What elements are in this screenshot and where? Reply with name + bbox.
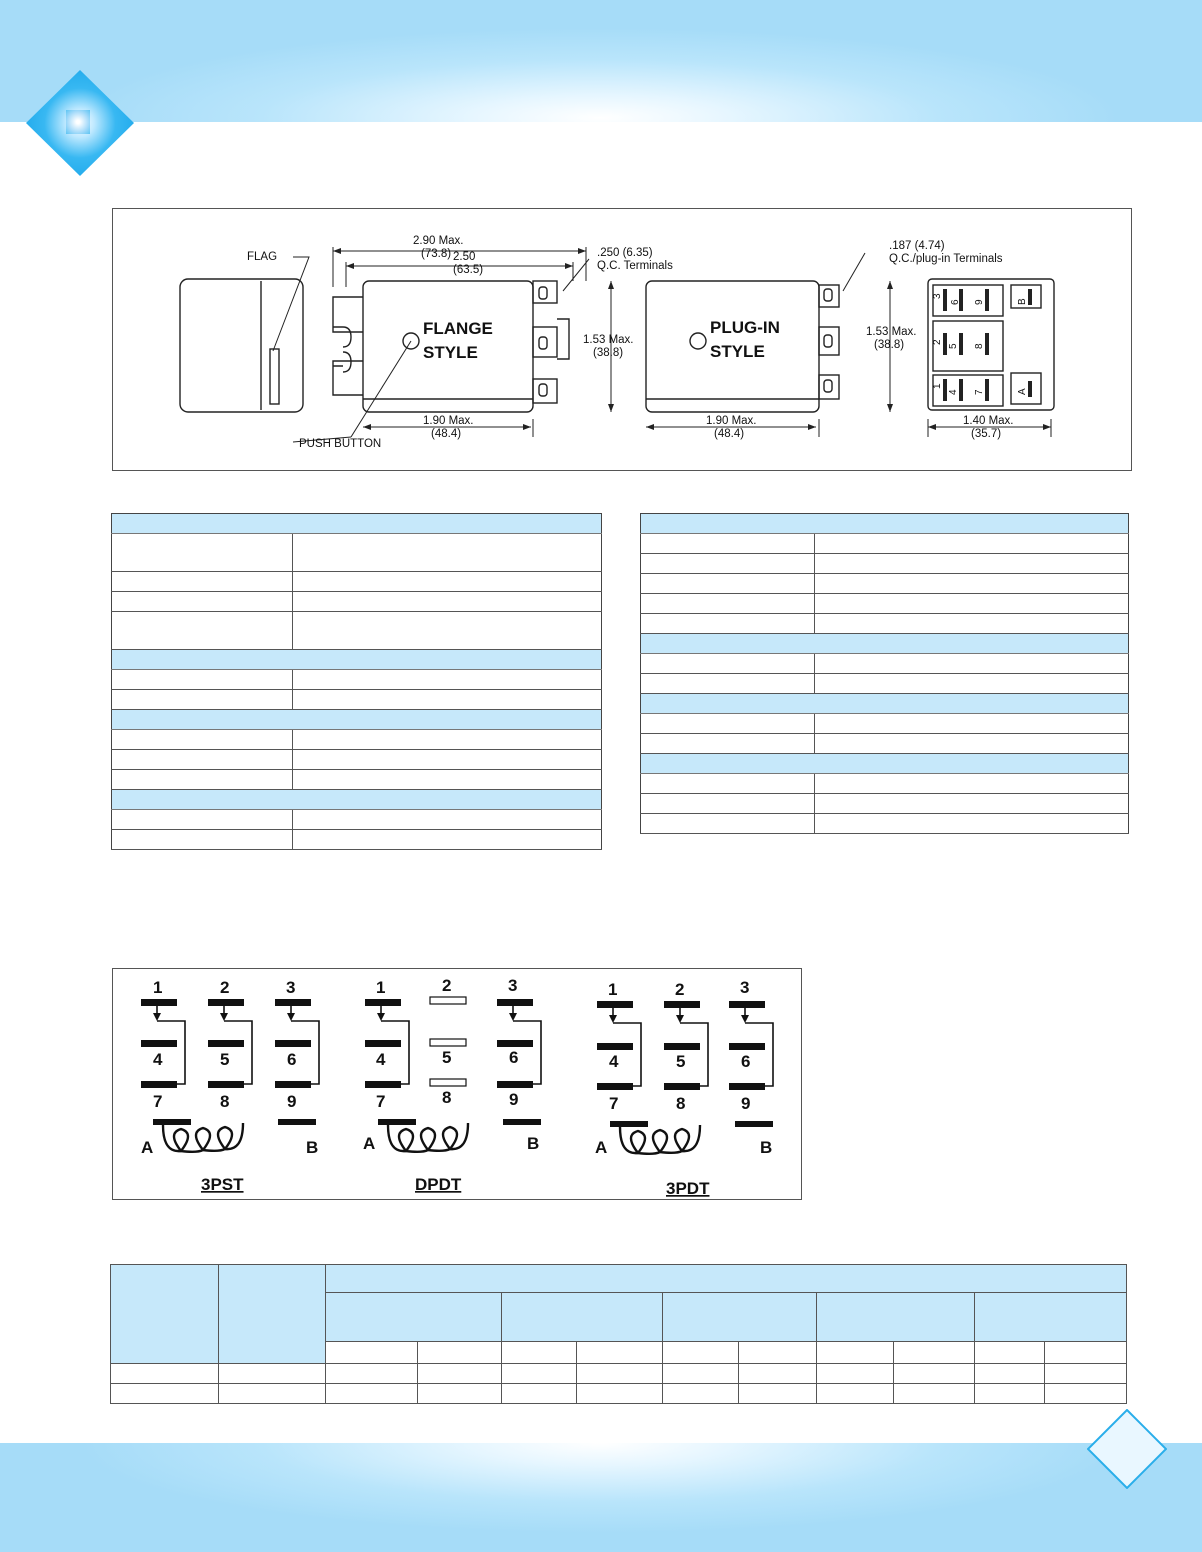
plugin-body-dim: 1.90 Max. <box>706 415 757 427</box>
diagram-3pst <box>141 999 319 1152</box>
table-row <box>112 534 602 572</box>
table-row <box>111 1363 1127 1383</box>
table-section-header <box>112 790 602 810</box>
diagram-title-3pdt: 3PDT <box>666 1179 710 1198</box>
pin-3pdt-9: 9 <box>741 1094 751 1113</box>
pin-3pdt-1: 1 <box>608 980 618 999</box>
table-row <box>641 734 1129 754</box>
end-pin-A: A <box>1017 388 1028 395</box>
qc-plugin-label: Q.C./plug-in Terminals <box>889 253 1003 265</box>
pin-3pdt-8: 8 <box>676 1094 686 1113</box>
end-pin-8: 8 <box>974 343 985 349</box>
table-row <box>641 614 1129 634</box>
pin-3pdt-6: 6 <box>741 1052 751 1071</box>
table-row <box>112 750 602 770</box>
table-row <box>112 810 602 830</box>
right-spec-table <box>640 513 1129 834</box>
footer-band <box>0 1443 1202 1552</box>
end-pin-6: 6 <box>950 299 961 305</box>
pin-dpdt-6: 6 <box>509 1048 519 1067</box>
table-row <box>112 830 602 850</box>
table-row <box>112 730 602 750</box>
end-pin-1: 1 <box>932 383 943 389</box>
pin-3pst-7: 7 <box>153 1092 163 1111</box>
table-row <box>111 1383 1127 1403</box>
pin-dpdt-4: 4 <box>376 1050 386 1069</box>
end-pin-B: B <box>1017 298 1028 305</box>
table-section-header <box>641 514 1129 534</box>
pin-3pst-8: 8 <box>220 1092 230 1111</box>
front-view-body <box>180 279 303 412</box>
plugin-height-metric: (38.8) <box>874 339 905 351</box>
pin-3pst-5: 5 <box>220 1050 230 1069</box>
wiring-diagrams-frame <box>112 968 802 1200</box>
pin-dpdt-3: 3 <box>508 976 518 995</box>
end-width-metric: (35.7) <box>971 428 1002 440</box>
pin-3pdt-7: 7 <box>609 1094 619 1113</box>
wiring-diagrams <box>113 969 801 1199</box>
pin-dpdt-7: 7 <box>376 1092 386 1111</box>
coil-3pdt-B: B <box>760 1138 773 1157</box>
ratings-grid-table <box>110 1264 1127 1404</box>
pin-dpdt-2: 2 <box>442 976 452 995</box>
table-row <box>641 594 1129 614</box>
table-row <box>641 574 1129 594</box>
coil-3pdt-A: A <box>595 1138 608 1157</box>
table-row <box>641 714 1129 734</box>
flange-style-line2: STYLE <box>423 343 478 362</box>
plugin-height-dim: 1.53 Max. <box>866 326 917 338</box>
end-pin-9: 9 <box>974 299 985 305</box>
end-pin-3: 3 <box>932 293 943 299</box>
table-row <box>112 690 602 710</box>
left-spec-table <box>111 513 602 850</box>
pin-dpdt-8: 8 <box>442 1088 452 1107</box>
diagram-title-3pst: 3PST <box>201 1175 244 1194</box>
dimensions-drawing-frame <box>112 208 1132 471</box>
table-row <box>641 554 1129 574</box>
coil-dpdt-A: A <box>363 1134 376 1153</box>
table-section-header <box>641 634 1129 654</box>
table-row <box>641 534 1129 554</box>
pin-3pst-3: 3 <box>286 978 296 997</box>
coil-3pst-A: A <box>141 1138 154 1157</box>
flag-label: FLAG <box>247 251 278 263</box>
plugin-style-line2: STYLE <box>710 342 765 361</box>
page-number-diamond-icon <box>1087 1409 1167 1489</box>
pin-dpdt-5: 5 <box>442 1048 452 1067</box>
pin-3pdt-2: 2 <box>675 980 685 999</box>
pin-dpdt-1: 1 <box>376 978 386 997</box>
coil-3pst-B: B <box>306 1138 319 1157</box>
header-cell <box>219 1265 326 1364</box>
header-band <box>0 0 1202 122</box>
end-width-dim: 1.40 Max. <box>963 415 1014 427</box>
pin-3pdt-5: 5 <box>676 1052 686 1071</box>
plugin-style-line1: PLUG-IN <box>710 318 780 337</box>
diagram-3pdt <box>597 1001 773 1154</box>
flag-window <box>270 349 279 404</box>
overall-length-dim: 2.90 Max. <box>413 235 464 247</box>
plugin-body-metric: (48.4) <box>714 428 745 440</box>
table-row <box>641 654 1129 674</box>
flange-height-dim: 1.53 Max. <box>583 334 634 346</box>
table-section-header <box>641 754 1129 774</box>
qc-terminal-size: .250 (6.35) <box>597 247 653 259</box>
flange-body-dim: 1.90 Max. <box>423 415 474 427</box>
table-section-header <box>112 650 602 670</box>
pin-3pst-2: 2 <box>220 978 230 997</box>
table-section-header <box>112 514 602 534</box>
table-row <box>641 774 1129 794</box>
header-cell <box>326 1265 1127 1293</box>
table-row <box>112 612 602 650</box>
pin-3pdt-4: 4 <box>609 1052 619 1071</box>
flange-body-metric: (48.4) <box>431 428 462 440</box>
push-button-label: PUSH BUTTON <box>299 438 382 450</box>
end-pin-2: 2 <box>932 339 943 345</box>
pin-dpdt-9: 9 <box>509 1090 519 1109</box>
table-row <box>112 592 602 612</box>
diagram-title-dpdt: DPDT <box>415 1175 462 1194</box>
pin-3pst-1: 1 <box>153 978 163 997</box>
end-pin-7: 7 <box>974 389 985 395</box>
table-row <box>112 572 602 592</box>
table-row <box>641 794 1129 814</box>
pin-3pst-4: 4 <box>153 1050 163 1069</box>
flange-height-metric: (38.8) <box>593 347 624 359</box>
overall-length-metric: (73.8) <box>421 248 452 260</box>
coil-dpdt-B: B <box>527 1134 540 1153</box>
qc-plugin-size: .187 (4.74) <box>889 240 945 252</box>
diagram-dpdt <box>365 997 541 1152</box>
table-header-row <box>111 1265 1127 1293</box>
end-pin-4: 4 <box>948 389 959 395</box>
end-pin-5: 5 <box>948 343 959 349</box>
qc-terminal-label: Q.C. Terminals <box>597 260 673 272</box>
table-row <box>641 674 1129 694</box>
table-row <box>112 770 602 790</box>
mount-spacing-dim: 2.50 <box>453 251 476 263</box>
relay-dimensions-drawing <box>113 209 1131 470</box>
flange-style-line1: FLANGE <box>423 319 493 338</box>
mount-spacing-metric: (63.5) <box>453 264 484 276</box>
table-section-header <box>112 710 602 730</box>
diamond-highlight <box>66 110 90 134</box>
table-row <box>641 814 1129 834</box>
pin-3pst-6: 6 <box>287 1050 297 1069</box>
pin-3pdt-3: 3 <box>740 978 750 997</box>
table-section-header <box>641 694 1129 714</box>
header-cell <box>111 1265 219 1364</box>
pin-3pst-9: 9 <box>287 1092 297 1111</box>
table-row <box>112 670 602 690</box>
